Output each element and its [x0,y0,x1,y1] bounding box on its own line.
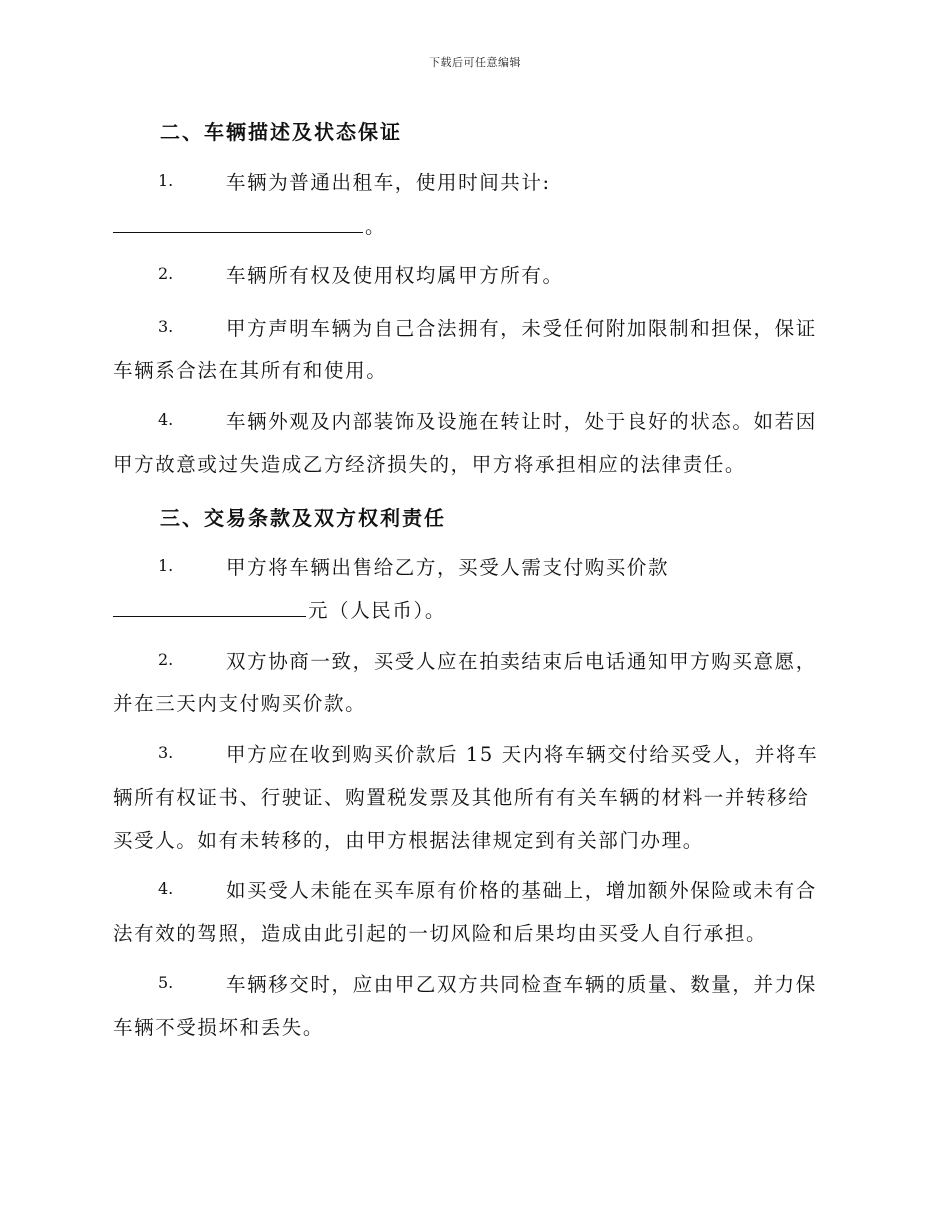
item-number: 4. [158,879,174,898]
item-text: 甲方应在收到购买价款后 15 天内将车辆交付给买受人，并将车 [226,743,819,766]
item-text-continued: 车辆系合法在其所有和使用。 [113,359,388,382]
item-text-continued: 法有效的驾照，造成由此引起的一切风险和后果均由买受人自行承担。 [113,922,768,945]
fill-in-line-usage-time [113,211,386,239]
item-text: 车辆移交时，应由甲乙双方共同检查车辆的质量、数量，并力保 [226,973,817,996]
blank-underline [113,231,363,233]
item-number: 2. [158,650,174,669]
item-text: 车辆外观及内部装饰及设施在转让时，处于良好的状态。如若因 [226,410,817,433]
section-heading-2: 二、车辆描述及状态保证 [160,120,402,144]
blank-underline [113,615,306,617]
item-number: 5. [158,973,174,992]
item-text-continued: 甲方故意或过失造成乙方经济损失的，甲方将承担相应的法律责任。 [113,453,747,476]
item-number: 1. [158,171,174,190]
blank-suffix: 。 [365,215,387,238]
item-number: 3. [158,743,174,762]
item-text-continued: 车辆不受损坏和丢失。 [113,1016,325,1039]
item-text: 车辆所有权及使用权均属甲方所有。 [226,264,564,287]
section-heading-3: 三、交易条款及双方权利责任 [160,506,446,530]
page-header: 下载后可任意编辑 [429,56,521,69]
blank-suffix: 元（人民币）。 [308,599,446,622]
item-text-continued: 买受人。如有未转移的，由甲方根据法律规定到有关部门办理。 [113,829,704,852]
item-text: 双方协商一致，买受人应在拍卖结束后电话通知甲方购买意愿， [226,650,817,673]
item-text: 车辆为普通出租车，使用时间共计: [226,171,551,194]
item-text: 甲方将车辆出售给乙方，买受人需支付购买价款 [226,556,670,579]
item-text: 甲方声明车辆为自己合法拥有，未受任何附加限制和担保，保证 [226,317,817,340]
fill-in-line-price [113,595,446,623]
item-number: 3. [158,317,174,336]
item-text-continued: 辆所有权证书、行驶证、购置税发票及其他所有有关车辆的材料一并转移给 [113,786,810,809]
item-number: 1. [158,556,174,575]
item-text-continued: 并在三天内支付购买价款。 [113,692,367,715]
item-number: 4. [158,410,174,429]
item-number: 2. [158,264,174,283]
item-text: 如买受人未能在买车原有价格的基础上，增加额外保险或未有合 [226,879,817,902]
